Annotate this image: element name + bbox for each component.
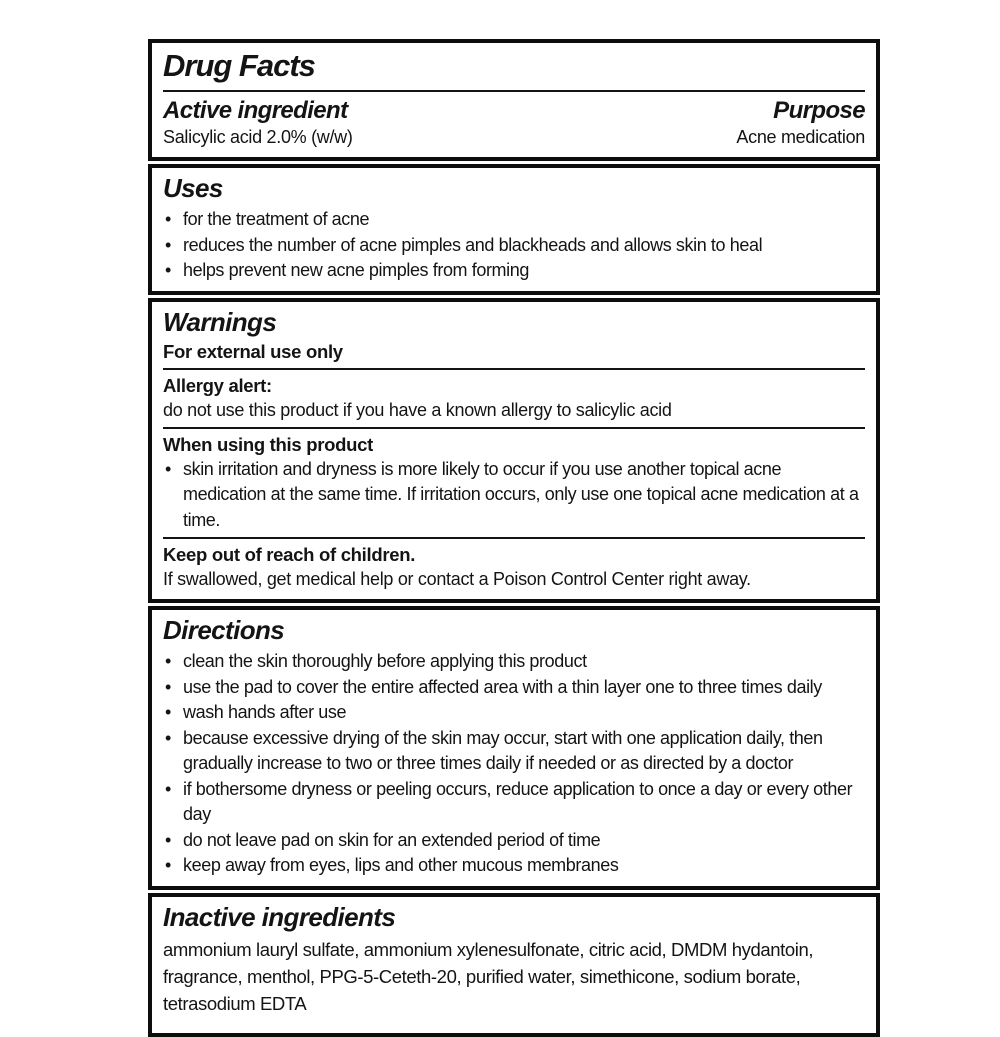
allergy-alert-text: do not use this product if you have a known allergy to salicylic acid	[163, 399, 672, 420]
title-divider	[163, 90, 865, 92]
section-inactive-ingredients	[148, 893, 880, 1037]
warnings-divider	[163, 368, 865, 370]
purpose-value: Acne medication	[736, 127, 865, 147]
warnings-heading: Warnings	[163, 306, 277, 337]
when-using-item: • skin irritation and dryness is more likely to occur if you use another topical acne medication at the same time. If irritation occurs, only use one topical acne medication at a time.	[163, 457, 865, 534]
directions-list	[163, 649, 865, 879]
section-warnings	[148, 298, 880, 604]
directions-item: • keep away from eyes, lips and other mucous membranes	[163, 853, 865, 879]
directions-item: • if bothersome dryness or peeling occurs, reduce application to once a day or every other day	[163, 777, 865, 828]
keep-out-heading: Keep out of reach of children.	[163, 544, 416, 565]
when-using-heading: When using this product	[163, 433, 373, 455]
section-directions	[148, 606, 880, 890]
uses-item: • for the treatment of acne	[163, 207, 865, 233]
active-ingredient-value: Salicylic acid 2.0% (w/w)	[163, 127, 353, 147]
directions-item: • do not leave pad on skin for an extended period of time	[163, 828, 865, 854]
directions-heading: Directions	[163, 615, 285, 645]
uses-heading: Uses	[163, 173, 223, 203]
warnings-divider	[163, 537, 865, 539]
uses-list	[163, 207, 865, 284]
keep-out-text: If swallowed, get medical help or contact a Poison Control Center right away.	[163, 569, 751, 589]
when-using-list	[163, 457, 865, 534]
directions-item: • wash hands after use	[163, 700, 865, 726]
directions-item: • clean the skin thoroughly before applying this product	[163, 649, 865, 675]
inactive-ingredients-heading: Inactive ingredients	[163, 901, 396, 932]
section-title-active-ingredient	[148, 39, 880, 161]
active-ingredient-heading: Active ingredient	[163, 97, 348, 124]
section-uses	[148, 164, 880, 295]
inactive-ingredients-text: ammonium lauryl sulfate, ammonium xylenesulfonate, citric acid, DMDM hydantoin, fragrance, menthol, PPG-5-Ceteth-20, purified water, simethicone, sodium borate, tetrasodium EDTA	[163, 938, 814, 1014]
active-ingredient-header-row	[163, 96, 865, 125]
drug-facts-title: Drug Facts	[163, 48, 315, 83]
purpose-heading: Purpose	[773, 97, 865, 124]
active-ingredient-value-row	[163, 125, 865, 150]
warnings-divider	[163, 427, 865, 429]
uses-item: • reduces the number of acne pimples and blackheads and allows skin to heal	[163, 233, 865, 259]
directions-item: • use the pad to cover the entire affected area with a thin layer one to three times daily	[163, 675, 865, 701]
allergy-alert-heading: Allergy alert:	[163, 374, 272, 396]
drug-facts-label	[148, 39, 880, 1037]
directions-item: • because excessive drying of the skin may occur, start with one application daily, then gradually increase to two or three times daily if needed or as directed by a doctor	[163, 726, 865, 777]
uses-item: • helps prevent new acne pimples from forming	[163, 258, 865, 284]
external-use-statement: For external use only	[163, 340, 343, 362]
